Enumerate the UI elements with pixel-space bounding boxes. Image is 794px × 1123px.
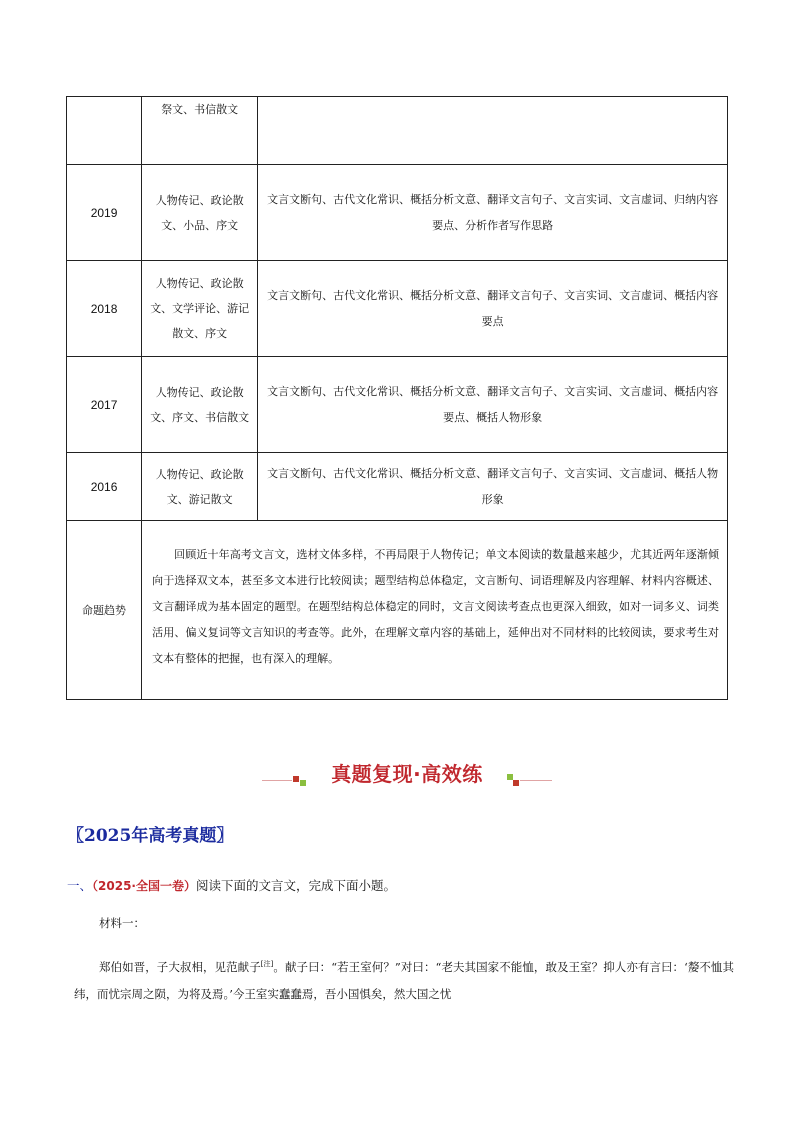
genre-cell: 人物传记、政论散文、文学评论、游记散文、序文	[142, 261, 258, 357]
table-row	[67, 453, 728, 521]
decorative-square	[513, 780, 519, 786]
genre-cell: 人物传记、政论散文、序文、书信散文	[142, 357, 258, 453]
question-instruction: 阅读下面的文言文，完成下面小题。	[195, 878, 396, 893]
year-cell: 2018	[67, 261, 142, 357]
year-cell: 2019	[67, 165, 142, 261]
exam-analysis-table	[66, 96, 728, 700]
trend-label-cell: 命题趋势	[67, 521, 142, 700]
question-source: （2025·全国一卷）	[92, 879, 196, 893]
year-cell: 2016	[67, 453, 142, 521]
genre-cell: 人物传记、政论散文、游记散文	[142, 453, 258, 521]
table-row	[67, 261, 728, 357]
decorative-line	[262, 780, 292, 781]
year-cell	[67, 97, 142, 165]
genre-cell: 祭文、书信散文	[142, 97, 258, 165]
exam-year-heading: 〖2025年高考真题〗	[67, 826, 234, 846]
genre-cell: 人物传记、政论散文、小品、序文	[142, 165, 258, 261]
decorative-line	[520, 780, 552, 781]
decorative-square	[293, 776, 299, 782]
points-cell: 文言文断句、古代文化常识、概括分析文意、翻译文言句子、文言实词、文言虚词、概括内容要点、概括人物形象	[258, 357, 728, 453]
footnote-marker: [注]	[260, 960, 274, 969]
points-cell: 文言文断句、古代文化常识、概括分析文意、翻译文言句子、文言实词、文言虚词、概括人物形象	[258, 453, 728, 521]
table-row	[67, 97, 728, 165]
trend-text: 回顾近十年高考文言文，选材文体多样，不再局限于人物传记；单文本阅读的数量越来越少，尤其近两年逐渐倾向于选择双文本，甚至多文本进行比较阅读；题型结构总体稳定，文言断句、词语理解及内容理解、材料内容概述、文言翻译成为基本固定的题型。在题型结构总体稳定的同时，文言文阅读考查点也更深入细致，如对一词多义、词类活用、偏义复词等文言知识的考查等。此外，在理解文章内容的基础上，延伸出对不同材料的比较阅读，要求考生对文本有整体的把握，也有深入的理解。	[152, 548, 719, 665]
decorative-square	[300, 780, 306, 786]
points-cell: 文言文断句、古代文化常识、概括分析文意、翻译文言句子、文言实词、文言虚词、概括内容要点	[258, 261, 728, 357]
passage-text: 郑伯如晋，子大叔相，见范献子	[99, 960, 261, 974]
question-header	[67, 876, 396, 894]
trend-text-cell	[142, 521, 728, 700]
material-passage	[74, 954, 734, 1008]
table-row	[67, 165, 728, 261]
points-cell	[258, 97, 728, 165]
passage-text: 。献子曰：“若王室何？”对曰：“老夫其国家不能恤，敢及王室？抑人亦有言曰：‘嫠不恤其纬，而忧宗周之陨，为将及焉。’今王室实蠢蠢焉，吾小国惧矣，然大国之忧	[74, 960, 734, 1001]
section-title: 真题复现·高效练	[331, 762, 483, 786]
material-label: 材料一：	[99, 916, 145, 930]
section-heading	[262, 756, 552, 792]
year-cell: 2017	[67, 357, 142, 453]
table-row-trend	[67, 521, 728, 700]
table-row	[67, 357, 728, 453]
question-number: 一、	[67, 878, 93, 893]
points-cell: 文言文断句、古代文化常识、概括分析文意、翻译文言句子、文言实词、文言虚词、归纳内容要点、分析作者写作思路	[258, 165, 728, 261]
